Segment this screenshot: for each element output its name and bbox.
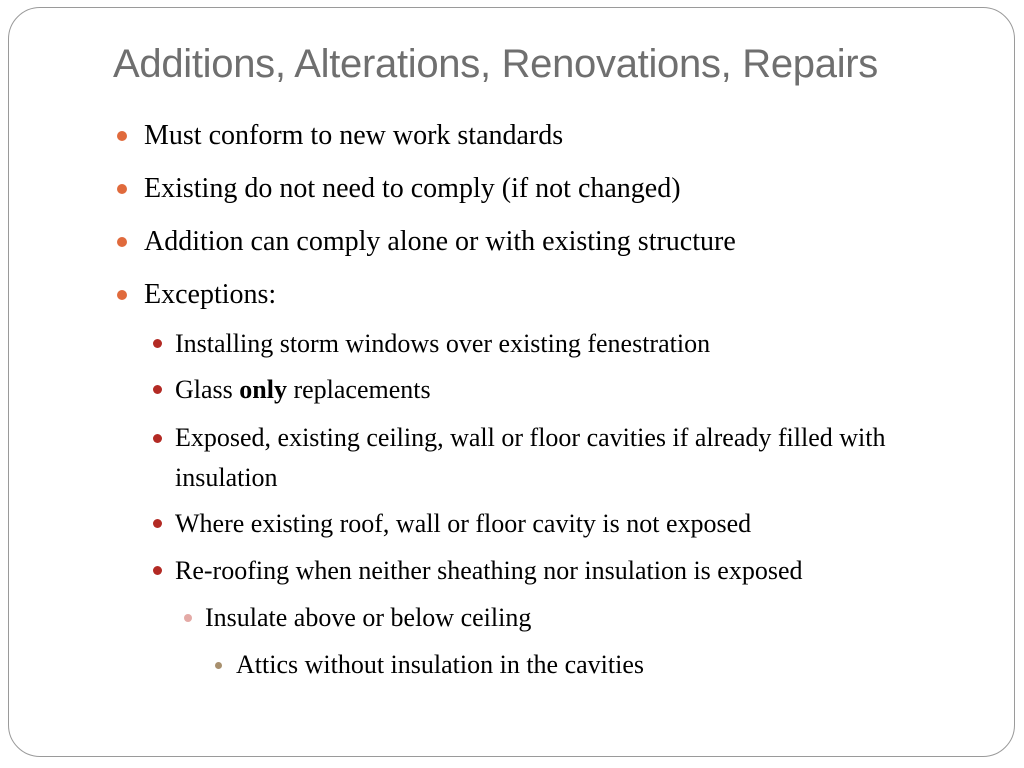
level3-bullet-text: Insulate above or below ceiling xyxy=(205,603,532,632)
bullet-item xyxy=(144,120,563,152)
sub-bullet-item xyxy=(175,418,945,498)
sub-bullet-text-prefix: Glass xyxy=(175,375,240,404)
bullet-item xyxy=(144,226,736,258)
bullet-item xyxy=(144,279,276,311)
bullet-dot-icon xyxy=(117,131,127,141)
bullet-text: Exceptions: xyxy=(144,279,277,310)
level4-bullet-text: Attics without insulation in the cavities xyxy=(236,650,645,679)
sub-bullet-dot-icon xyxy=(153,566,162,575)
sub-bullet-item xyxy=(175,509,751,539)
bullet-text: Addition can comply alone or with existing structure xyxy=(144,226,736,257)
sub-bullet-text: Where existing roof, wall or floor cavity is not exposed xyxy=(175,509,752,538)
sub-bullet-text-emphasis: only xyxy=(239,375,287,404)
sub-bullet-dot-icon xyxy=(153,519,162,528)
level3-bullet-item xyxy=(205,603,531,633)
bullet-dot-icon xyxy=(117,237,127,247)
level3-bullet-dot-icon xyxy=(184,614,192,622)
sub-bullet-dot-icon xyxy=(153,385,162,394)
sub-bullet-dot-icon xyxy=(153,434,162,443)
sub-bullet-item xyxy=(175,556,802,586)
bullet-dot-icon xyxy=(117,290,127,300)
sub-bullet-item xyxy=(175,329,710,359)
sub-bullet-text-suffix: replacements xyxy=(286,375,431,404)
sub-bullet-dot-icon xyxy=(153,339,162,348)
sub-bullet-text: Re-roofing when neither sheathing nor insulation is exposed xyxy=(175,556,803,585)
level4-bullet-item xyxy=(236,650,644,680)
bullet-dot-icon xyxy=(117,184,127,194)
sub-bullet-text: Installing storm windows over existing fenestration xyxy=(175,329,711,358)
sub-bullet-item xyxy=(175,375,431,405)
level4-bullet-dot-icon xyxy=(215,662,222,669)
bullet-item xyxy=(144,173,681,205)
sub-bullet-text: Exposed, existing ceiling, wall or floor cavities if already filled with insulation xyxy=(175,423,886,492)
bullet-text: Existing do not need to comply (if not changed) xyxy=(144,173,681,204)
slide-title: Additions, Alterations, Renovations, Repairs xyxy=(113,42,879,86)
bullet-text: Must conform to new work standards xyxy=(144,120,564,151)
